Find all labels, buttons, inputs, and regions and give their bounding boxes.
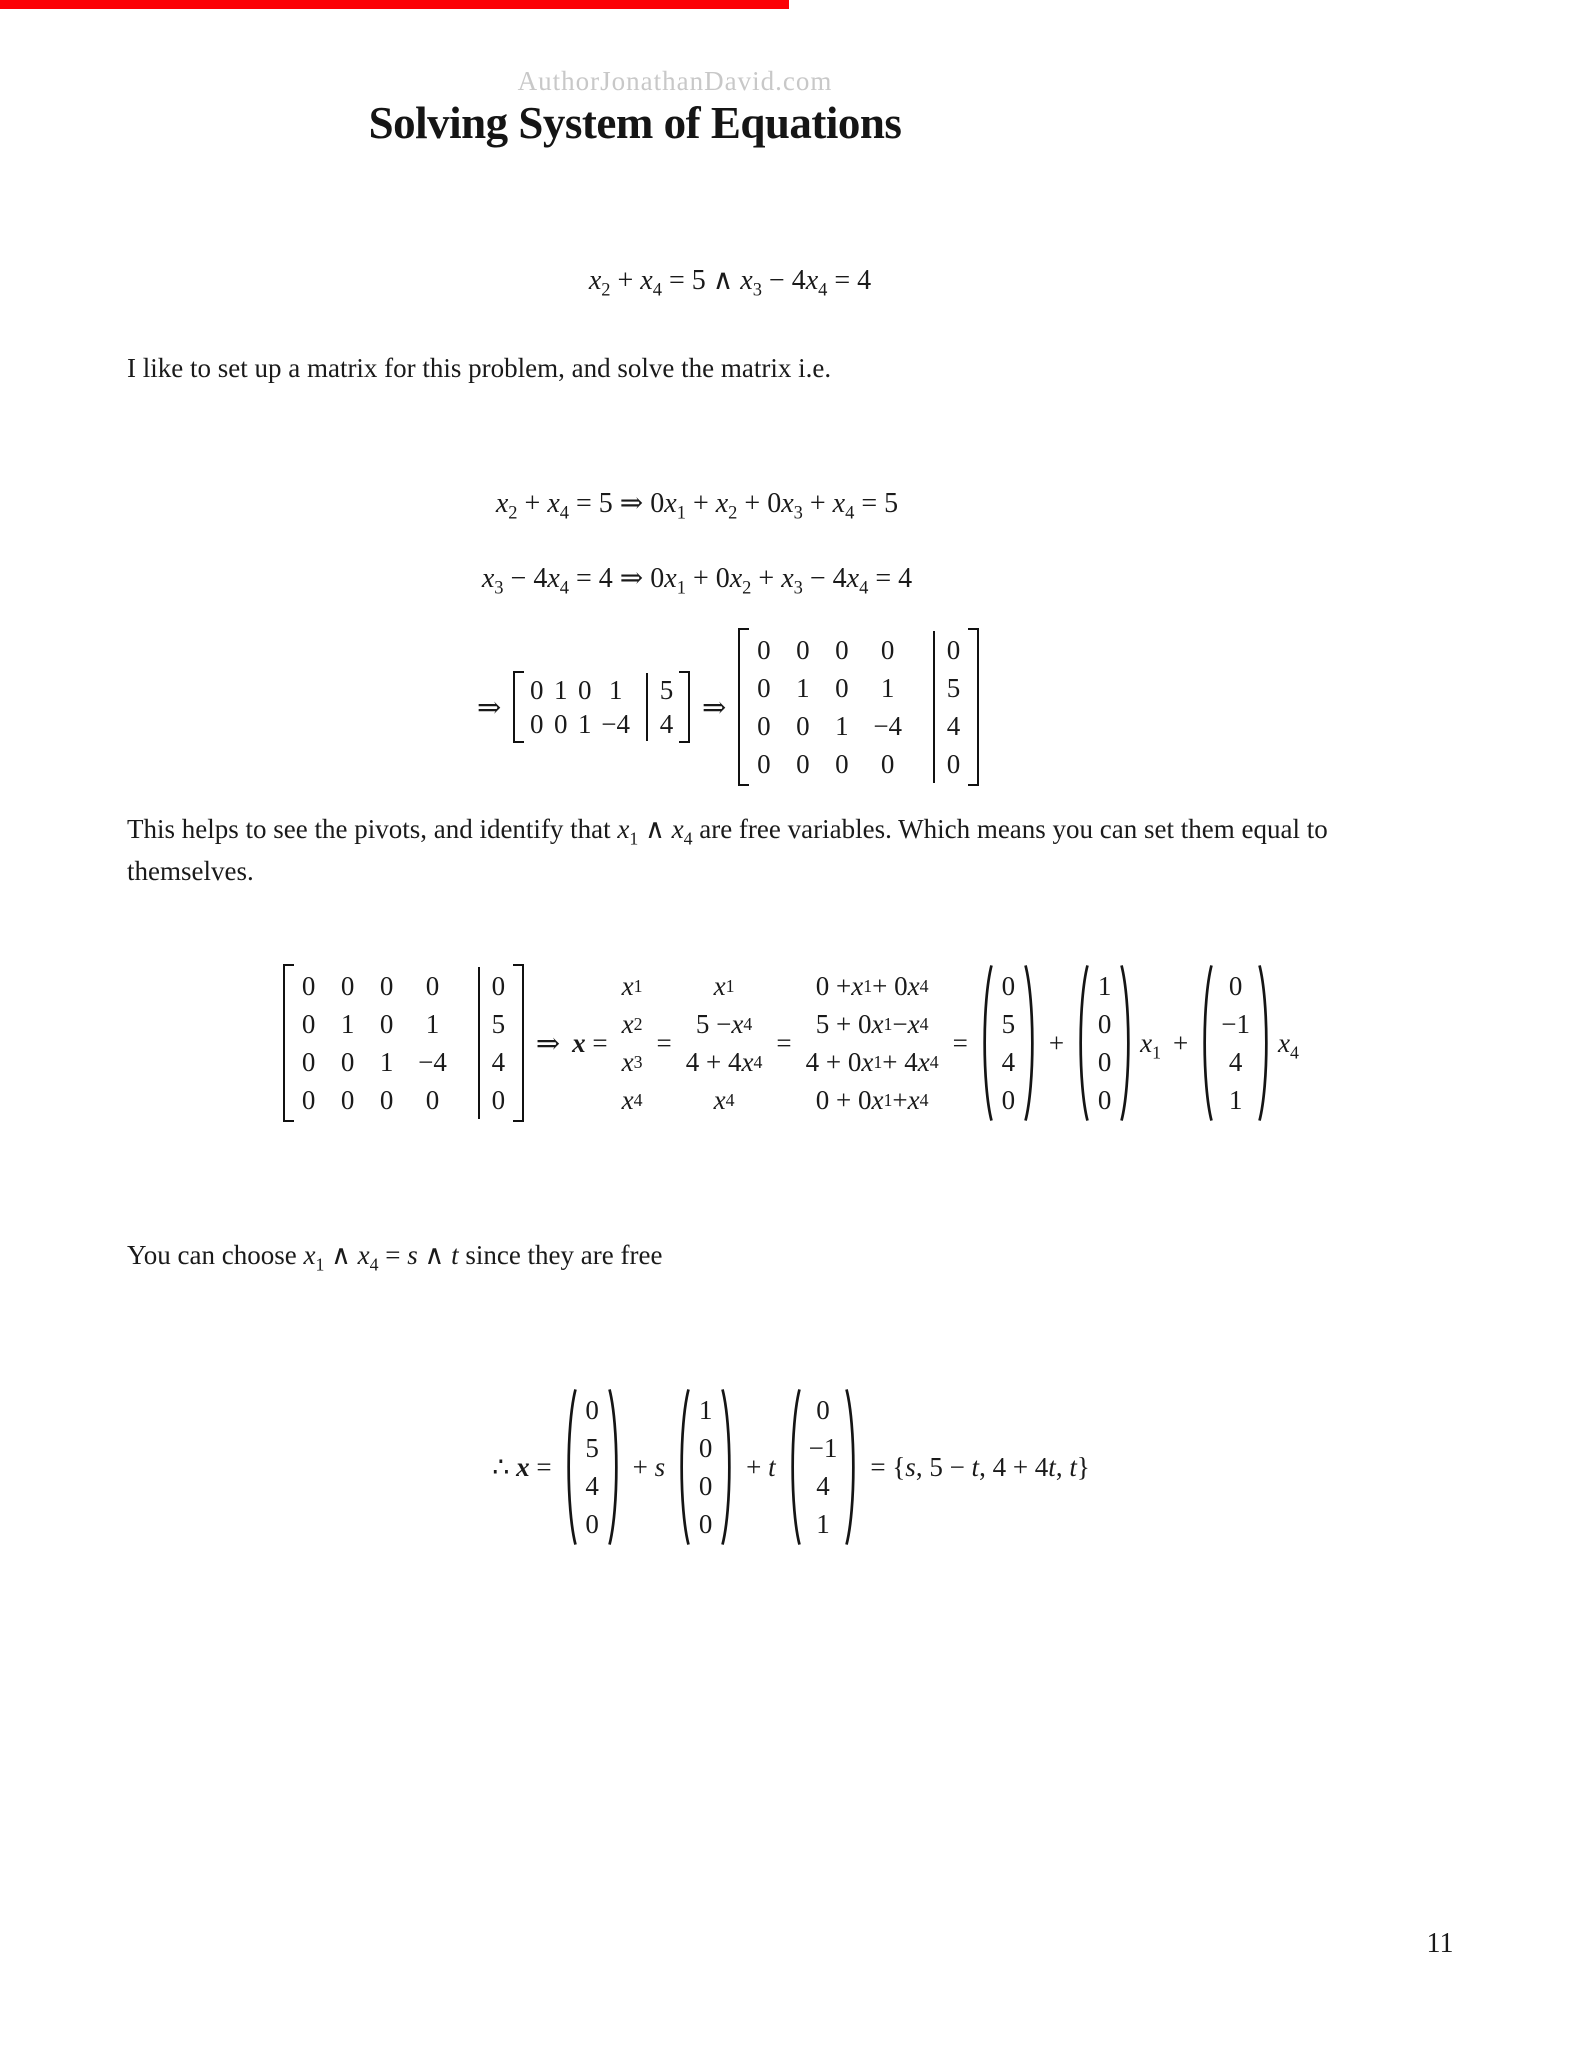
x-equals-label: x = [572,1027,608,1058]
choose-paragraph: You can choose $x_1$ ∧ $x_4 = s$ ∧ t since they are free [127,1240,663,1275]
matrix-cell: 0 [301,1008,316,1039]
matrix-cell: 0 [1097,1084,1112,1115]
left-paren-icon [677,1387,690,1547]
x4-label: $x_4$ [1277,1027,1299,1062]
matrix-cell: 0 [835,634,849,665]
matrix-cell: 0 [880,748,895,779]
matrix-cell: x 2 [621,1008,643,1039]
matrix-cell: 0 [1097,1046,1112,1077]
plus-sign: + [1173,1027,1189,1058]
matrix-cell: 1 [425,1008,440,1039]
equals-sign: = [952,1027,968,1058]
matrix-cell: 4 + 0 x 1 + 4 x 4 [805,1046,939,1077]
right-paren-icon [1120,963,1133,1123]
t-basis-vector [788,1387,859,1547]
matrix-cell: 1 [1097,970,1112,1001]
right-paren-icon [845,1387,858,1547]
s-coefficient-label: + s [632,1451,666,1482]
matrix-cell: 5 + 0 x 1 − x 4 [815,1008,929,1039]
pivots-paragraph: This helps to see the pivots, and identify that $x_1$ ∧ $x_4$ are free variables. Which means you can set them equal to themselves. [127,814,1328,887]
matrix-cell: 1 [796,672,810,703]
matrix-cell: 4 [646,707,674,741]
matrix-cell: −4 [601,708,630,739]
x1-basis-vector [1076,963,1133,1123]
problem-equation: $x_2 + x_4 = 5$ ∧ $x_3 - 4x_4 = 4$ [588,265,872,300]
general-solution-line [0,948,1582,1138]
matrix-cell: 0 [379,1084,394,1115]
matrix-cell: 0 [757,634,771,665]
matrix-cell: 1 [578,708,592,739]
matrix-cell: 0 [554,708,568,739]
matrix-cell: 0 [796,748,810,779]
matrix-cell: 0 [1228,970,1243,1001]
matrix-grid [1213,963,1258,1123]
matrix-cell: x 4 [713,1084,735,1115]
matrix-grid [690,1387,721,1547]
right-paren-icon [1024,963,1037,1123]
matrix-cell: 0 [530,708,544,739]
matrix-cell: 0 [796,710,810,741]
matrix-cell: 1 [816,1508,830,1539]
solution-set-label: = {s, 5 − t, 4 + 4t, t} [870,1451,1090,1482]
matrix-cell: 0 [757,710,771,741]
matrix-cell: 0 [379,970,394,1001]
matrix-cell: 0 [757,748,771,779]
matrix-cell: −1 [808,1432,838,1463]
right-paren-icon [721,1387,734,1547]
page-title: Solving System of Equations [368,98,902,148]
matrix-cell: −1 [1221,1008,1250,1039]
rref-matrix [283,964,524,1122]
matrix-cell: 5 [646,673,674,707]
matrix-cell: 4 [1228,1046,1243,1077]
matrix-cell: 4 [478,1043,506,1081]
matrix-cell: 1 [835,710,849,741]
matrix-cell: 1 [698,1394,713,1425]
matrix-cell: 0 [880,634,895,665]
matrix-cell: 4 [585,1470,599,1501]
matrix-cell: 0 [933,631,961,669]
matrix-cell: 1 [379,1046,394,1077]
matrix-grid [801,1387,846,1547]
matrix-cell: 0 [425,970,440,1001]
right-paren-icon [608,1387,621,1547]
matrix-cell: 0 [478,1081,506,1119]
solved-vector [684,967,765,1119]
page-number: 11 [1426,1928,1454,1959]
matrix-cell: 0 [530,674,544,705]
matrix-cell: 4 [816,1470,830,1501]
left-bracket-icon [513,671,524,743]
left-paren-icon [980,963,993,1123]
right-paren-icon [1258,963,1271,1123]
left-paren-icon [564,1387,577,1547]
matrix-cell: 4 [1001,1046,1016,1077]
matrix-cell: 0 [425,1084,440,1115]
matrix-cell: 0 + x 1 + 0 x 4 [815,970,929,1001]
expanded-vector [804,967,941,1119]
implies-arrow: ⇒ [702,691,727,724]
matrix-cell: 0 [698,1432,713,1463]
final-solution-line [0,1372,1582,1562]
augmented-matrix-4x4 [738,628,979,786]
matrix-cell: 1 [554,674,568,705]
matrix-cell: 4 [933,707,961,745]
matrix-cell: 0 [835,748,849,779]
right-bracket-icon [679,671,690,743]
matrix-cell: −4 [418,1046,447,1077]
augmented-matrix-2x4 [513,671,690,743]
variable-vector [620,967,645,1119]
t-coefficient-label: + t [746,1451,776,1482]
equals-sign: = [776,1027,792,1058]
left-bracket-icon [283,964,294,1122]
matrix-grid [1089,963,1120,1123]
matrix-cell: 0 [933,745,961,783]
matrix-cell: 5 [1001,1008,1016,1039]
plus-sign: + [1048,1027,1065,1058]
watermark: AuthorJonathanDavid.com [517,66,833,96]
implies-arrow: ⇒ [476,691,502,724]
matrix-cell: 0 [340,1084,355,1115]
matrix-cell: 5 [478,1005,506,1043]
matrix-cell: 0 [340,970,355,1001]
left-paren-icon [1200,963,1213,1123]
matrix-grid [749,628,968,786]
right-bracket-icon [968,628,979,786]
matrix-cell: 1 [340,1008,355,1039]
matrix-cell: 1 [608,674,623,705]
derivation-equation-2: $x_3 - 4x_4 = 4$ ⇒ $0x_1 + 0x_2 + x_3 - 4x_4 = 4$ [481,563,913,598]
matrix-cell: 0 [1001,1084,1016,1115]
matrix-cell: 1 [1228,1084,1243,1115]
matrix-cell: 0 [578,674,592,705]
matrix-cell: 0 [698,1470,713,1501]
matrix-cell: 0 [1097,1008,1112,1039]
matrix-cell: x 4 [621,1084,643,1115]
matrix-cell: 0 [379,1008,394,1039]
matrix-cell: 0 [816,1394,830,1425]
therefore-label: ∴ x = [492,1451,552,1482]
matrix-cell: 5 [585,1432,599,1463]
matrix-cell: 5 − x 4 [695,1008,753,1039]
progress-bar [0,0,789,9]
matrix-cell: 0 [835,672,849,703]
matrix-cell: 0 [698,1508,713,1539]
implies-arrow: ⇒ [535,1027,561,1060]
matrix-cell: 0 [585,1394,599,1425]
matrix-cell: 0 [340,1046,355,1077]
x4-basis-vector [1200,963,1271,1123]
matrix-cell: 0 [757,672,771,703]
matrix-cell: 0 [301,970,316,1001]
matrix-cell: −4 [873,710,903,741]
matrix-cell: 4 + 4 x 4 [685,1046,763,1077]
matrix-cell: 0 [301,1084,316,1115]
matrix-grid [684,967,765,1119]
s-basis-vector [677,1387,734,1547]
x4-term [1200,963,1299,1123]
x1-label: $x_1$ [1140,1027,1161,1062]
matrix-cell: 0 [301,1046,316,1077]
intro-paragraph: I like to set up a matrix for this problem, and solve the matrix i.e. [127,353,832,383]
matrix-grid [577,1387,608,1547]
matrix-cell: 5 [933,669,961,707]
derivation-equation-1: $x_2 + x_4 = 5$ ⇒ $0x_1 + x_2 + 0x_3 + x_4 = 5$ [495,488,899,523]
matrix-grid [620,967,645,1119]
matrix-cell: 0 [796,634,810,665]
matrix-grid [524,671,679,743]
matrix-grid [294,964,513,1122]
matrix-derivation-line [0,625,1456,789]
x1-term [1076,963,1161,1123]
matrix-cell: 1 [880,672,895,703]
matrix-grid [993,963,1024,1123]
left-paren-icon [788,1387,801,1547]
matrix-cell: 0 + 0 x 1 + x 4 [815,1084,929,1115]
matrix-cell: x 1 [713,970,735,1001]
constant-vector [980,963,1037,1123]
left-paren-icon [1076,963,1089,1123]
matrix-grid [804,967,941,1119]
constant-vector [564,1387,621,1547]
matrix-cell: x 1 [621,970,643,1001]
matrix-cell: 0 [478,967,506,1005]
matrix-cell: x 3 [621,1046,643,1077]
equals-sign: = [656,1027,672,1058]
matrix-cell: 0 [1001,970,1016,1001]
left-bracket-icon [738,628,749,786]
matrix-cell: 0 [585,1508,599,1539]
right-bracket-icon [513,964,524,1122]
